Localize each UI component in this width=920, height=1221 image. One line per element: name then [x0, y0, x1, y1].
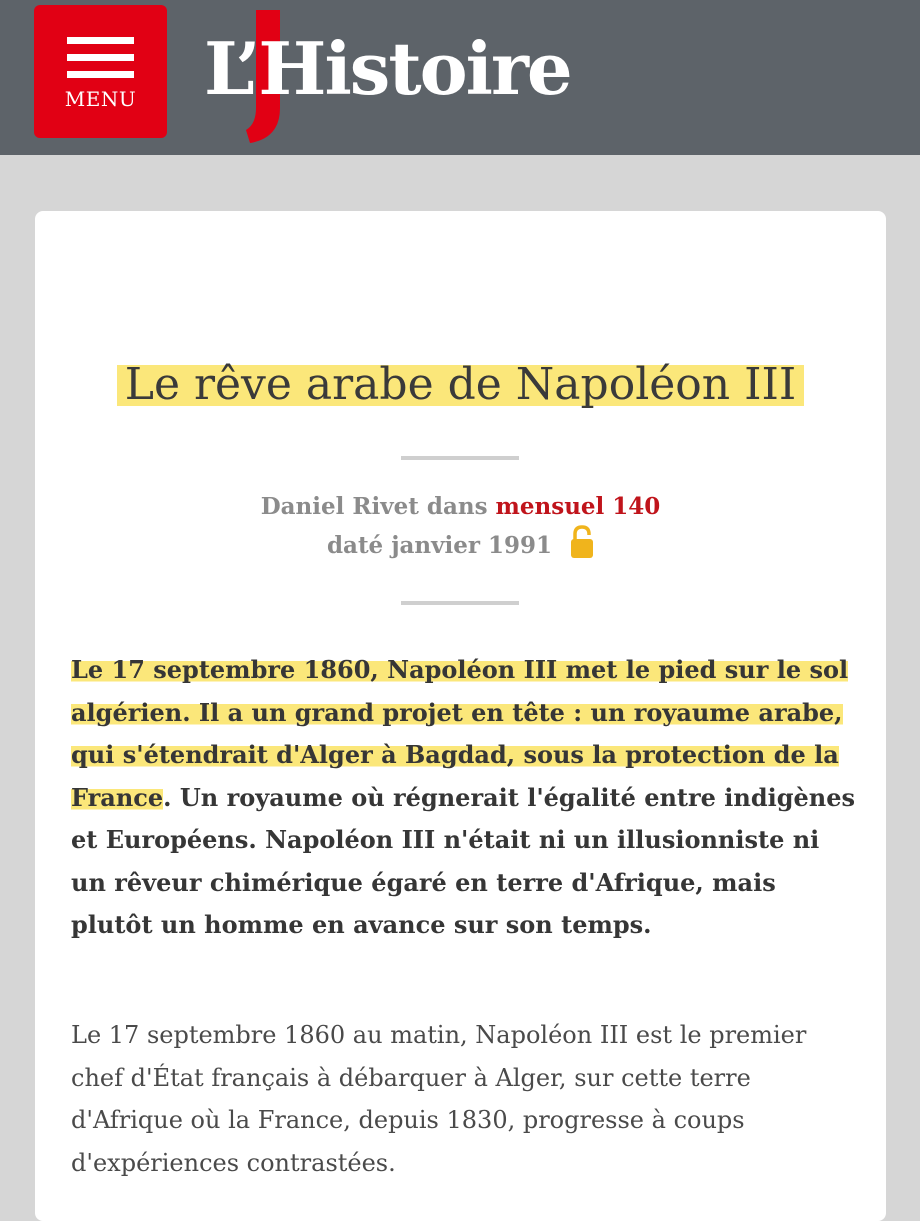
article-body-paragraph: Le 17 septembre 1860 au matin, Napoléon III est le premier chef d'État français à débarquer à Alger, sur cette terre d'Afrique où la France, depuis 1830, progresse à coups d'expériences contrastées. — [71, 1021, 807, 1177]
byline-in-word: dans — [426, 493, 488, 520]
hamburger-icon — [67, 37, 134, 77]
article-byline — [35, 489, 886, 564]
menu-button[interactable] — [34, 5, 167, 138]
menu-label: MENU — [64, 87, 137, 111]
issue-link[interactable]: mensuel 140 — [495, 493, 661, 520]
lead-highlighted-text: Le 17 septembre 1860, Napoléon III met le pied sur le sol algérien. Il a un grand projet en tête : un royaume arabe, qui s'étendrait d'Alger à Bagdad, sous la protection de la France — [71, 655, 849, 812]
logo-text: L’Histoire — [204, 26, 571, 111]
article-lead — [71, 649, 861, 947]
site-logo[interactable] — [196, 10, 596, 140]
divider-bottom — [401, 601, 519, 605]
open-lock-icon — [570, 525, 594, 559]
top-navigation-bar — [0, 0, 920, 155]
lead-rest-text: . Un royaume où régnerait l'égalité entre indigènes et Européens. Napoléon III n'était ni un illusionniste ni un rêveur chimérique égaré en terre d'Afrique, mais plutôt un homme en avance sur son temps. — [71, 782, 856, 939]
author-name[interactable]: Daniel Rivet — [260, 493, 419, 520]
article-title-wrap — [35, 359, 886, 410]
divider-top — [401, 456, 519, 460]
article-title: Le rêve arabe de Napoléon III — [117, 359, 805, 410]
article-card — [35, 211, 886, 1221]
byline-line-1 — [35, 489, 886, 525]
issue-date: daté janvier 1991 — [326, 532, 553, 559]
byline-line-2 — [35, 525, 886, 564]
